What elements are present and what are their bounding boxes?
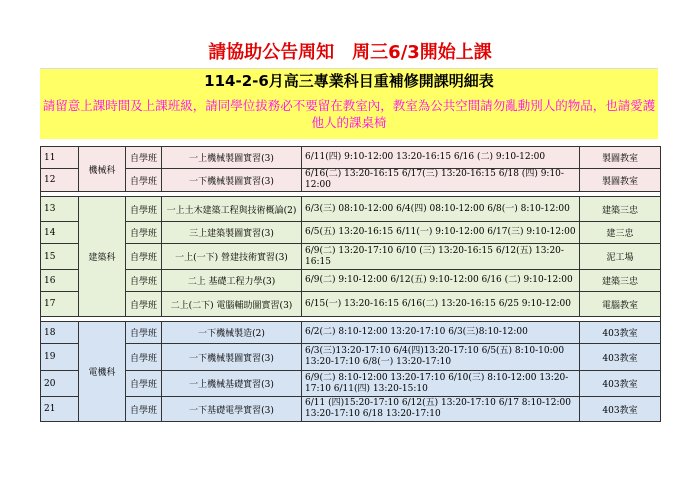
department-cell: 機械科: [79, 147, 126, 192]
classroom-cell: 建築三忠: [580, 270, 661, 292]
schedule-time-cell: [302, 397, 580, 422]
schedule-time-line: 6/15(一) 13:20-16:15 6/16(二) 13:20-16:15 6/25 9:10-12:00: [305, 298, 571, 309]
schedule-time-cell: [302, 197, 580, 222]
row-number-cell: 15: [41, 244, 79, 270]
table-row: [41, 292, 661, 317]
schedule-time-line: 6/3(三)13:20-17:10 6/4(四)13:20-17:10 6/5(五) 8:10-10:00: [305, 346, 565, 356]
course-name-cell: 一下機械製圖實習(3): [162, 169, 302, 192]
class-type-cell: 自學班: [126, 292, 162, 317]
row-number-cell: 19: [41, 344, 79, 371]
schedule-time-line: 6/9(二) 13:20-17:10 6/10 (三) 13:20-16:15 6/12(五) 13:20-: [305, 245, 564, 256]
table-row: [41, 270, 661, 292]
schedule-time-cell: [302, 322, 580, 344]
class-type-cell: 自學班: [126, 397, 162, 422]
schedule-time-line: 6/2(二) 8:10-12:00 13:20-17:10 6/3(三)8:10-12:00: [305, 327, 528, 337]
schedule-time-cell: [302, 222, 580, 244]
table-row: [41, 222, 661, 244]
schedule-time-line: 6/9(二) 8:10-12:00 13:20-17:10 6/10(三) 8:10-12:00 13:20-: [305, 372, 569, 383]
schedule-time-line: 6/5(五) 13:20-16:15 6/11(一) 9:10-12:00 6/17(三) 9:10-12:00: [305, 227, 576, 237]
schedule-time-line: 13:20-17:10 6/8(一) 13:20-17:10: [305, 357, 452, 367]
schedule-time-line: 12:00: [305, 180, 331, 190]
class-type-cell: 自學班: [126, 371, 162, 397]
class-type-cell: 自學班: [126, 270, 162, 292]
classroom-cell: 403教室: [580, 322, 661, 344]
row-number-cell: 16: [41, 270, 79, 292]
schedule-time-cell: [302, 344, 580, 371]
course-name-cell: 一下基礎電學實習(3): [162, 397, 302, 422]
table-row: [41, 147, 661, 169]
row-number-cell: 12: [41, 169, 79, 192]
schedule-time-line: 6/11(四) 9:10-12:00 13:20-16:15 6/16 (二) 9:10-12:00: [305, 152, 546, 162]
table-row: [41, 344, 661, 371]
table-row: [41, 244, 661, 270]
row-number-cell: 13: [41, 197, 79, 222]
schedule-time-line: 13:20-17:10 6/18 13:20-17:10: [305, 409, 441, 419]
schedule-time-line: 6/3(三) 08:10-12:00 6/4(四) 08:10-12:00 6/8(一) 8:10-12:00: [305, 203, 570, 214]
title-banner: [40, 68, 658, 139]
classroom-cell: 製圖教室: [580, 169, 661, 192]
classroom-cell: 電腦教室: [580, 292, 661, 317]
table-row: [41, 371, 661, 397]
table-row: [41, 197, 661, 222]
schedule-time-line: 6/16(二) 13:20-16:15 6/17(三) 13:20-16:15 6/18 (四) 9:10-: [305, 169, 564, 179]
classroom-cell: 403教室: [580, 344, 661, 371]
class-type-cell: 自學班: [126, 169, 162, 192]
notice-heading: 請協助公告周知 周三6/3開始上課: [208, 42, 492, 63]
schedule-time-cell: [302, 147, 580, 169]
schedule-time-line: 6/11 (四)15:20-17:10 6/12(五) 13:20-17:10 6/17 8:10-12:00: [305, 398, 571, 408]
schedule-time-cell: [302, 270, 580, 292]
schedule-time-cell: [302, 169, 580, 192]
course-name-cell: 二上(二下) 電腦輔助圖實習(3): [162, 292, 302, 317]
table-title: 114-2-6月高三專業科目重補修開課明細表: [204, 72, 494, 90]
classroom-cell: 403教室: [580, 371, 661, 397]
department-cell: 電機科: [79, 322, 126, 422]
class-type-cell: 自學班: [126, 322, 162, 344]
course-name-cell: 三上建築製圖實習(3): [162, 222, 302, 244]
course-name-cell: 一上(一下) 營建技術實習(3): [162, 244, 302, 270]
schedule-time-line: 17:10 6/11(四) 13:20-15:10: [305, 383, 428, 394]
row-number-cell: 14: [41, 222, 79, 244]
course-name-cell: 一下機械製圖實習(3): [162, 344, 302, 371]
classroom-cell: 泥工場: [580, 244, 661, 270]
class-type-cell: 自學班: [126, 344, 162, 371]
class-type-cell: 自學班: [126, 222, 162, 244]
instructions-text: 請留意上課時間及上課班級，請同學位拔務必不要留在教室內，教室為公共空間請勿亂動別人的物品，也請愛護他人的課桌椅: [42, 98, 656, 130]
row-number-cell: 18: [41, 322, 79, 344]
schedule-time-line: 6/9(二) 9:10-12:00 6/12(五) 9:10-12:00 6/16 (二) 9:10-12:00: [305, 275, 573, 285]
schedule-time-line: 16:15: [305, 256, 331, 267]
classroom-cell: 403教室: [580, 397, 661, 422]
course-name-cell: 二上 基礎工程力學(3): [162, 270, 302, 292]
classroom-cell: 建三忠: [580, 222, 661, 244]
department-cell: 建築科: [79, 197, 126, 317]
row-number-cell: 21: [41, 397, 79, 422]
row-number-cell: 11: [41, 147, 79, 169]
classroom-cell: 建築三忠: [580, 197, 661, 222]
class-type-cell: 自學班: [126, 244, 162, 270]
table-row: [41, 322, 661, 344]
schedule-time-cell: [302, 292, 580, 317]
classroom-cell: 製圖教室: [580, 147, 661, 169]
course-name-cell: 一上機械基礎實習(3): [162, 371, 302, 397]
row-number-cell: 20: [41, 371, 79, 397]
course-name-cell: 一下機械製造(2): [162, 322, 302, 344]
table-row: [41, 169, 661, 192]
table-row: [41, 397, 661, 422]
course-name-cell: 一上土木建築工程與技術概論(2): [162, 197, 302, 222]
schedule-time-cell: [302, 244, 580, 270]
course-schedule-table: [40, 146, 661, 422]
row-number-cell: 17: [41, 292, 79, 317]
schedule-time-cell: [302, 371, 580, 397]
class-type-cell: 自學班: [126, 197, 162, 222]
class-type-cell: 自學班: [126, 147, 162, 169]
course-name-cell: 一上機械製圖實習(3): [162, 147, 302, 169]
